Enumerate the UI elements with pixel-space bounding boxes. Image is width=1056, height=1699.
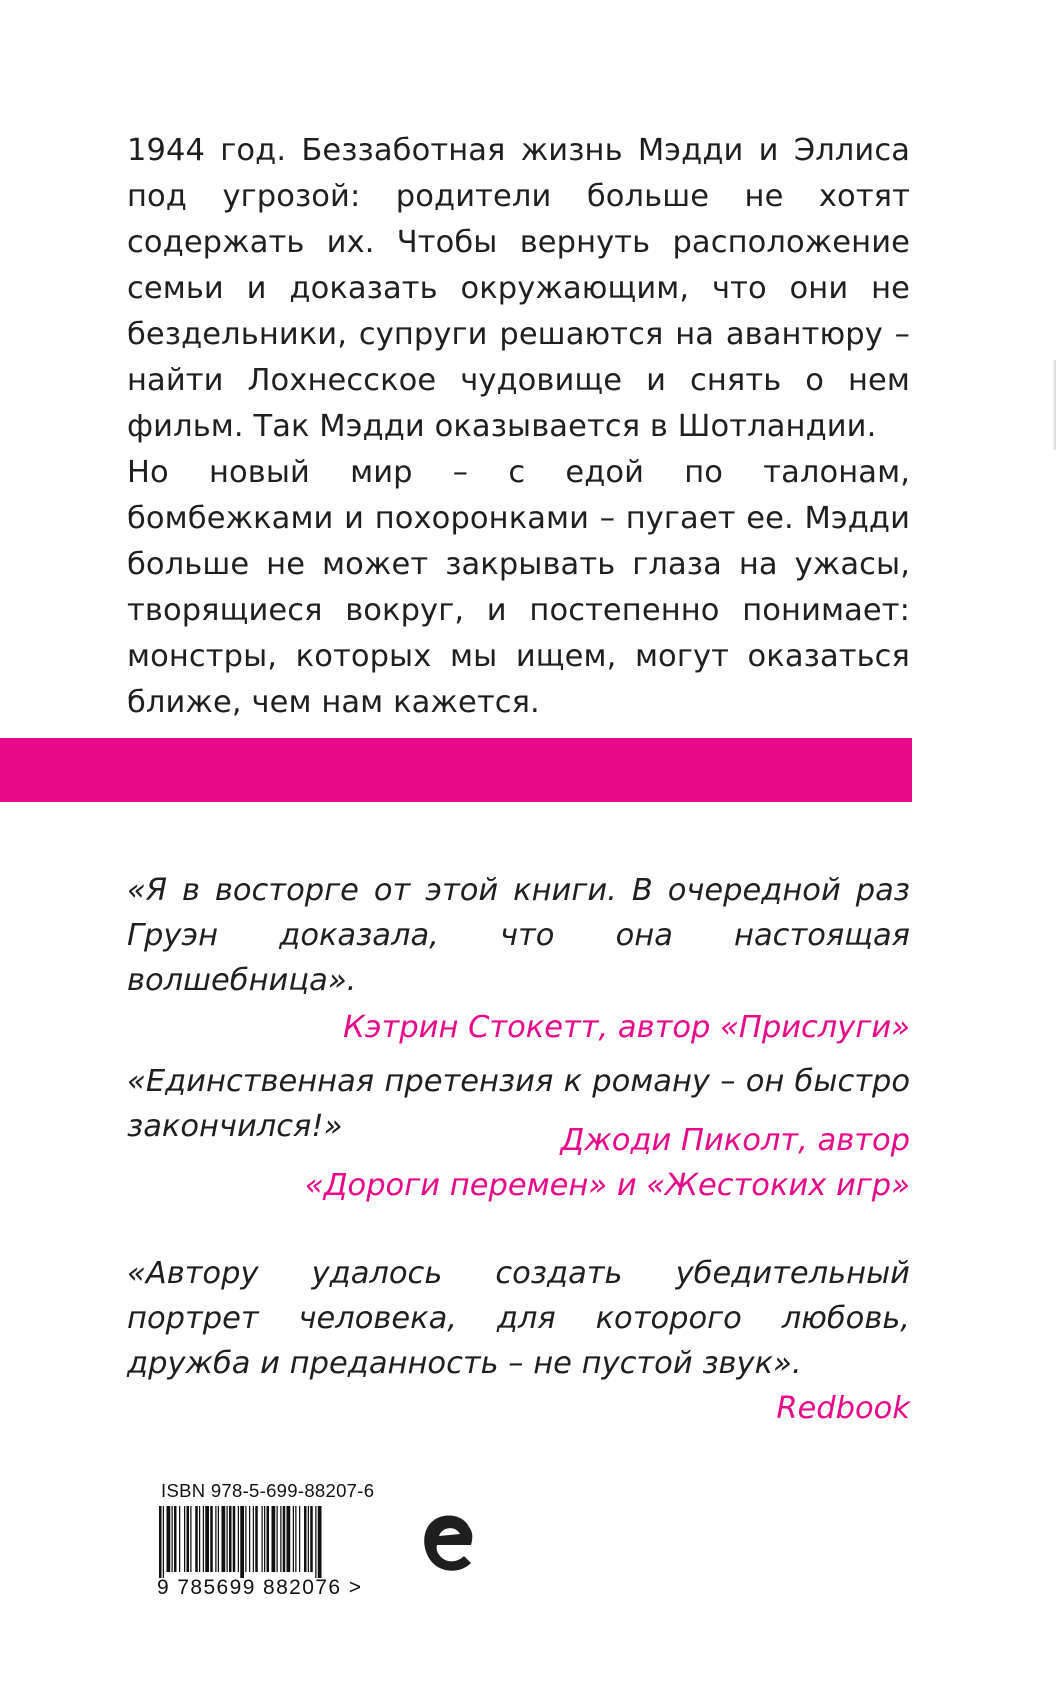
- barcode-bar: [240, 1506, 244, 1578]
- barcode-digits: 9 785699 882076 >: [157, 1576, 363, 1599]
- barcode-bar: [267, 1506, 270, 1572]
- barcode-bar: [227, 1506, 228, 1572]
- barcode-bar: [308, 1506, 309, 1572]
- barcode-bar: [262, 1506, 263, 1572]
- review-author: Redbook: [776, 1391, 910, 1426]
- barcode-bar: [190, 1506, 191, 1572]
- isbn-barcode-block: [157, 1480, 397, 1600]
- review-text: «Автору удалось создать убедительный портрет человека, для которого любовь, дружба и преданность – не пустой звук».: [127, 1256, 910, 1381]
- barcode-bar: [210, 1506, 213, 1572]
- barcode-bar: [184, 1506, 185, 1572]
- review-text: «Единственная претензия к роману – он быстро закончился!»: [127, 1064, 910, 1144]
- barcode-bar: [255, 1506, 258, 1572]
- barcode-bar: [310, 1506, 313, 1572]
- description-paragraph-2: Но новый мир – с едой по талонам, бомбежками и похоронками – пугает ее. Мэдди больше не может закрывать глаза на ужасы, творящиеся вокруг, и постепенно понимает: монстры, которых мы ищем, могут оказаться ближе, чем нам кажется.: [127, 455, 910, 720]
- barcode-bar: [222, 1506, 226, 1572]
- review-text: «Я в восторге от этой книги. В очередной раз Груэн доказала, что она настоящая волшебница».: [127, 873, 910, 998]
- book-description: [127, 128, 910, 726]
- pink-divider-band: [0, 738, 912, 802]
- barcode-bar: [295, 1506, 296, 1572]
- review-2: [127, 1059, 910, 1203]
- barcode-bar: [287, 1506, 291, 1572]
- description-paragraph-1: 1944 год. Беззаботная жизнь Мэдди и Эллиса под угрозой: родители больше не хотят содержать их. Чтобы вернуть расположение семьи и доказать окружающим, что они не бездельники, супруги решаются на авантюру – найти Лохнесское чудовище и снять о нем фильм. Так Мэдди оказывается в Шотландии.: [127, 133, 910, 444]
- review-author: Кэтрин Стокетт, автор «Прислуги»: [343, 1010, 910, 1045]
- barcode-bar: [159, 1506, 162, 1578]
- barcode-bar: [245, 1506, 246, 1572]
- eksmo-logo-icon: [417, 1505, 481, 1581]
- barcode-bar: [264, 1506, 265, 1572]
- review-author-line-2: «Дороги перемен» и «Жестоких игр»: [304, 1168, 910, 1203]
- review-author: [305, 1118, 910, 1208]
- barcode-bar: [179, 1506, 180, 1572]
- barcode-bar: [205, 1506, 209, 1572]
- barcode-bar: [283, 1506, 286, 1572]
- review-author-line-1: Джоди Пиколт, автор: [560, 1123, 910, 1158]
- barcode-bar: [172, 1506, 173, 1572]
- isbn-label: ISBN 978-5-699-88207-6: [161, 1480, 375, 1501]
- barcode: [157, 1506, 387, 1578]
- barcode-bar: [272, 1506, 276, 1572]
- barcode-bar: [218, 1506, 219, 1572]
- barcode-bar: [318, 1506, 322, 1578]
- barcode-bar: [238, 1506, 239, 1572]
- barcode-bar: [253, 1506, 254, 1572]
- barcode-bar: [203, 1506, 204, 1572]
- barcode-bar: [215, 1506, 216, 1572]
- barcode-bar: [199, 1506, 200, 1572]
- barcode-bar: [167, 1506, 171, 1572]
- barcode-bar: [195, 1506, 198, 1572]
- barcode-bar: [233, 1506, 236, 1572]
- spine-edge: [1052, 360, 1056, 450]
- barcode-bar: [280, 1506, 281, 1572]
- barcode-bar: [249, 1506, 250, 1572]
- barcode-bar: [304, 1506, 307, 1572]
- review-3: [127, 1251, 910, 1431]
- barcode-bar: [299, 1506, 300, 1572]
- barcode-bar: [229, 1506, 232, 1572]
- barcode-bar: [293, 1506, 294, 1572]
- barcode-bar: [163, 1506, 164, 1578]
- barcode-bar: [174, 1506, 177, 1572]
- barcode-bar: [277, 1506, 278, 1572]
- barcode-bar: [187, 1506, 190, 1572]
- barcode-bar: [315, 1506, 316, 1578]
- review-1: [127, 868, 910, 1050]
